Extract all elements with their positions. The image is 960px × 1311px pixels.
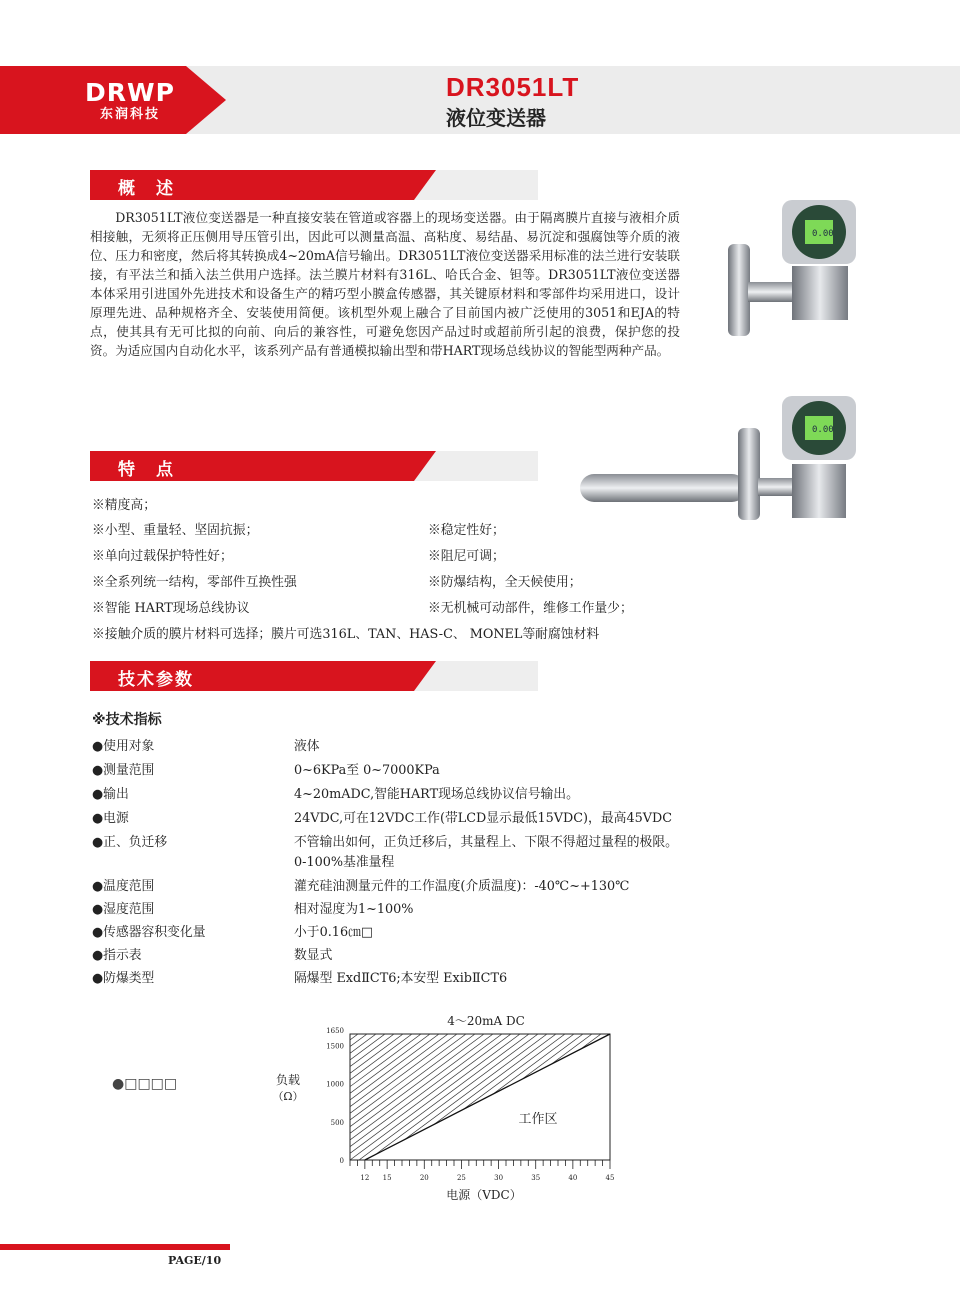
spec-value: 4~20mADC,智能HART现场总线协议信号输出。 [294,787,579,802]
chart-hatch-line [557,1034,630,1160]
chart-y-tick-label: 500 [330,1118,344,1127]
spec-value: 24VDC,可在12VDC工作(带LCD显示最低15VDC)，最高45VDC [294,811,673,826]
chart-y-tick-label: 1000 [326,1080,344,1089]
spec-value-continued: 0-100%基准量程 [294,855,395,870]
spec-label: ●湿度范围 [92,902,155,917]
chart-hatch-line [593,1034,630,1160]
chart-hatch-line [422,1034,592,1160]
section-title-features: 特 点 [118,460,175,480]
spec-value: 相对湿度为1~100% [294,902,414,917]
page-number: PAGE/10 [168,1254,222,1267]
chart-hatch-line [368,1034,538,1160]
chart-hatch-line [314,1034,484,1160]
chart-hatch-line [566,1034,630,1160]
product-image-insertion-flange [574,392,872,532]
chart-hatch-line [341,1034,511,1160]
section-title-overview: 概 述 [118,179,175,199]
spec-value: 灌充硅油测量元件的工作温度(介质温度)：-40℃~+130℃ [294,879,630,894]
chart-x-tick-label: 20 [419,1174,429,1182]
chart-annotation: 工作区 [518,1112,558,1127]
feature-item: ※智能 HART现场总线协议 [92,601,250,616]
chart-hatch-line [476,1034,630,1160]
section-bar-tech [90,661,538,691]
chart-hatch-line [431,1034,601,1160]
spec-label: ●电源 [92,811,129,826]
chart-hatch-line [620,1034,630,1160]
svg-text:0.00: 0.00 [812,425,834,435]
feature-item: ※精度高； [92,498,156,513]
svg-text:0.00: 0.00 [812,229,834,239]
chart-hatch-line [629,1034,630,1160]
chart-hatch-line [404,1034,574,1160]
spec-value: 隔爆型 ExdⅡCT6;本安型 ExibⅡCT6 [294,971,508,986]
chart-title: 4～20mA DC [447,1014,525,1028]
spec-label: ●传感器容积变化量 [92,925,206,940]
chart-hatch-line [575,1034,630,1160]
chart-hatch-line [332,1034,502,1160]
chart-hatch-line [296,1034,466,1160]
spec-value: 数显式 [294,948,333,963]
chart-x-tick-label: 25 [456,1174,466,1182]
feature-item: ※无机械可动部件，维修工作量少； [428,601,633,616]
chart-hatch-line [458,1034,628,1160]
company-logo [80,80,180,128]
chart-y-tick-label: 1500 [326,1042,344,1051]
spec-label: ●使用对象 [92,739,155,754]
section-bar-features [90,451,538,481]
spec-value: 0~6KPa至 0~7000KPa [294,763,440,778]
chart-hatch-line [305,1034,475,1160]
feature-item: ※阻尼可调； [428,549,505,564]
chart-hatch-line [530,1034,630,1160]
spec-label: ●温度范围 [92,879,155,894]
chart-x-tick-label: 40 [568,1174,578,1182]
spec-label: ●测量范围 [92,763,155,778]
chart-hatch-line [611,1034,630,1160]
chart-hatch-line [512,1034,630,1160]
chart-y-tick-label: 1650 [326,1027,344,1035]
chart-boundary-line [365,1034,610,1160]
chart-hatch-line [359,1034,529,1160]
chart-hatch-line [548,1034,630,1160]
load-chart [260,1010,630,1210]
chart-ylabel-2: （Ω） [272,1090,304,1103]
chart-hatch-line [413,1034,583,1160]
chart-x-tick-label: 45 [605,1174,615,1182]
chart-ylabel-1: 负载 [275,1073,301,1087]
chart-hatch-line [395,1034,565,1160]
logo-sub-text: 东润科技 [99,107,160,122]
overview-paragraph: DR3051LT液位变送器是一种直接安装在管道或容器上的现场变送器。由于隔离膜片直接与液相介质相接触，无须将正压侧用导压管引出，因此可以测量高温、高粘度、易结晶、易沉淀和强腐蚀等介质的液位、压力和密度，然后将其转换成4~20mA信号输出。DR3051LT液位变送器采用标准的法兰进行安装联接，有平法兰和插入法兰供用户选择。法兰膜片材料有316L、哈氏合金、钽等。DR3051LT液位变送器本体采用引进国外先进技术和设备生产的精巧型小膜盒传感器，其关键原材料和零部件均采用进口，设计原理先进、品种规格齐全、安装使用简便。该机型外观上融合了目前国内被广泛使用的3051和EJA的特点，使其具有无可比拟的向前、向后的兼容性，可避免您因产品过时或超前所引起的浪费，保护您的投资。为适应国内自动化水平，该系列产品有普通模拟输出型和带HART现场总线协议的智能型两种产品。 [90,210,680,358]
chart-hatch-line [602,1034,630,1160]
feature-item: ※接触介质的膜片材料可选择；膜片可选316L、TAN、HAS-C、 MONEL等耐腐蚀材料 [92,627,600,642]
chart-x-tick-label: 12 [360,1174,370,1182]
feature-item: ※稳定性好； [428,523,505,538]
chart-hatch-line [323,1034,493,1160]
chart-hatch-line [350,1034,520,1160]
chart-hatch-line [539,1034,630,1160]
spec-value: 小于0.16㎝□ [294,925,373,940]
spec-label: ●正、负迁移 [92,835,168,850]
chart-x-tick-label: 30 [494,1174,504,1182]
feature-item: ※全系列统一结构，零部件互换性强 [92,575,297,590]
feature-item: ※单向过载保护特性好； [92,549,233,564]
feature-item: ※防爆结构，全天候使用； [428,575,582,590]
chart-hatch-line [386,1034,556,1160]
footer-red-bar [0,1244,230,1250]
chart-hatch-line [584,1034,630,1160]
product-image-flat-flange [712,196,872,356]
chart-hatch-line [449,1034,619,1160]
feature-item: ※小型、重量轻、坚固抗振； [92,523,259,538]
spec-label: ●防爆类型 [92,971,155,986]
chart-x-tick-label: 35 [531,1174,541,1182]
load-note: ●□□□□ [112,1076,178,1092]
chart-hatch-line [260,1034,268,1160]
chart-y-tick-label: 0 [339,1157,344,1165]
section-bar-overview [90,170,538,200]
spec-value: 不管输出如何，正负迁移后，其量程上、下限不得超过量程的极限。 [294,835,678,850]
section-title-tech: 技术参数 [118,670,194,690]
chart-x-tick-label: 15 [382,1174,392,1182]
chart-hatch-line [287,1034,457,1160]
chart-hatch-line [440,1034,610,1160]
logo-main-text: DRWP [85,78,175,107]
model-title: DR3051LT [446,72,580,102]
chart-hatch-line [521,1034,630,1160]
product-name: 液位变送器 [446,106,546,130]
spec-label: ●指示表 [92,948,142,963]
spec-label: ●输出 [92,787,129,802]
chart-xlabel: 电源（VDC） [446,1188,522,1202]
spec-value: 液体 [294,739,320,754]
tech-heading: ※技术指标 [92,712,162,728]
